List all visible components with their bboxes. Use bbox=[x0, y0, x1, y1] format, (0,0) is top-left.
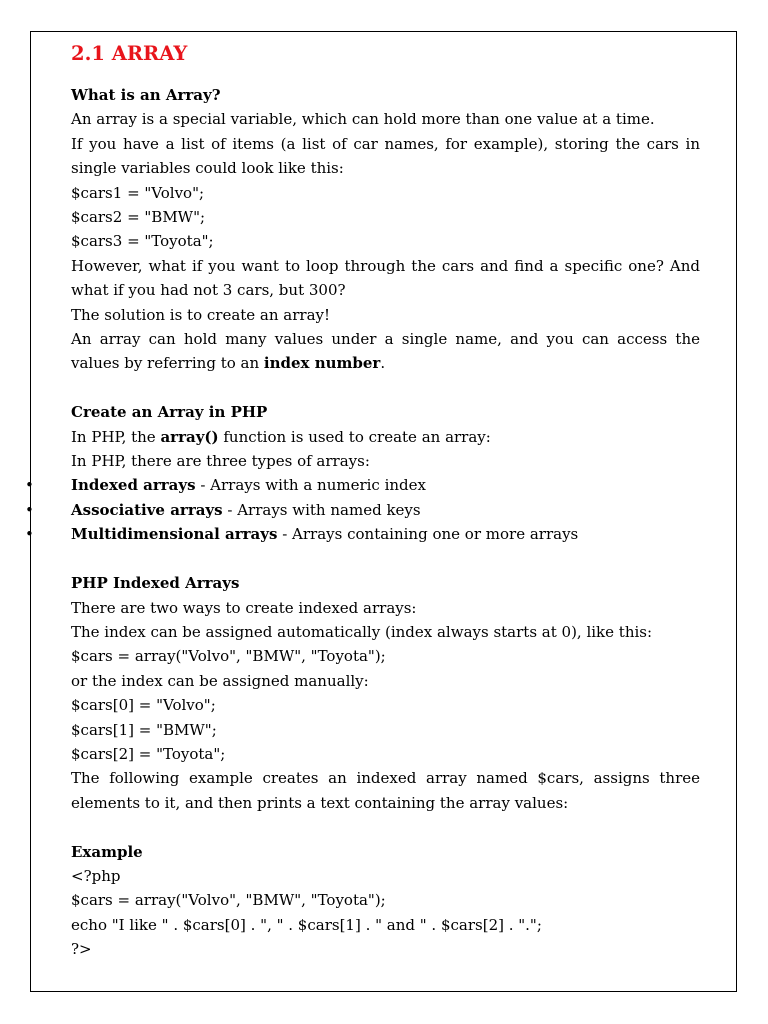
document-body bbox=[25, 40, 700, 962]
spacer bbox=[71, 376, 700, 400]
code-line: $cars = array("Volvo", "BMW", "Toyota"); bbox=[71, 647, 386, 666]
what-para3: However, what if you want to loop through the cars and find a specific one? And what if you had not 3 cars, but 300? bbox=[71, 256, 700, 300]
example-heading: Example bbox=[71, 842, 143, 861]
list-item bbox=[25, 522, 700, 546]
bullet-icon: • bbox=[25, 500, 34, 519]
create-heading: Create an Array in PHP bbox=[71, 403, 268, 422]
text-span: An array can hold many values under a single name, and you can access the values by referring to an bbox=[71, 330, 700, 373]
what-line1: An array is a special variable, which can hold more than one value at a time. bbox=[71, 110, 655, 129]
code-line: $cars[1] = "BMW"; bbox=[71, 720, 217, 739]
create-line1 bbox=[71, 425, 700, 449]
code-line: $cars2 = "BMW"; bbox=[71, 208, 206, 227]
what-para2: If you have a list of items (a list of car names, for example), storing the cars in single variables could look like this: bbox=[71, 134, 700, 178]
type-name: Indexed arrays bbox=[71, 476, 196, 495]
bullet-icon: • bbox=[25, 525, 34, 544]
code-line: $cars3 = "Toyota"; bbox=[71, 232, 214, 251]
indexed-para4: The following example creates an indexed array named $cars, assigns three elements to it, and then prints a text containing the array values: bbox=[71, 769, 700, 812]
type-desc: - Arrays with named keys bbox=[222, 500, 421, 519]
code-line: $cars[0] = "Volvo"; bbox=[71, 696, 216, 715]
what-para5 bbox=[71, 327, 700, 376]
type-desc: - Arrays with a numeric index bbox=[195, 476, 426, 495]
spacer bbox=[71, 547, 700, 571]
array-function-term: array() bbox=[160, 427, 219, 446]
what-line4: The solution is to create an array! bbox=[71, 305, 331, 324]
indexed-heading: PHP Indexed Arrays bbox=[71, 574, 240, 593]
index-number-term: index number bbox=[263, 354, 381, 373]
code-line: $cars1 = "Volvo"; bbox=[71, 183, 205, 202]
create-line2: In PHP, there are three types of arrays: bbox=[71, 452, 370, 471]
code-line: $cars[2] = "Toyota"; bbox=[71, 744, 226, 763]
type-name: Multidimensional arrays bbox=[71, 525, 278, 544]
indexed-line2: The index can be assigned automatically (index always starts at 0), like this: bbox=[71, 622, 653, 641]
section-title: 2.1 ARRAY bbox=[71, 42, 188, 65]
text-span: function is used to create an array: bbox=[218, 427, 491, 446]
what-heading: What is an Array? bbox=[71, 86, 221, 104]
code-line: ?> bbox=[71, 940, 92, 959]
spacer bbox=[71, 815, 700, 839]
indexed-line1: There are two ways to create indexed arrays: bbox=[71, 598, 417, 617]
code-line: echo "I like " . $cars[0] . ", " . $cars[1] . " and " . $cars[2] . "."; bbox=[71, 915, 542, 934]
list-item bbox=[25, 498, 700, 522]
array-types-list bbox=[25, 473, 700, 546]
indexed-line3: or the index can be assigned manually: bbox=[71, 671, 369, 690]
text-span: . bbox=[380, 354, 386, 373]
code-line: $cars = array("Volvo", "BMW", "Toyota"); bbox=[71, 891, 386, 910]
type-desc: - Arrays containing one or more arrays bbox=[277, 525, 579, 544]
bullet-icon: • bbox=[25, 476, 34, 495]
type-name: Associative arrays bbox=[71, 500, 223, 519]
text-span: In PHP, the bbox=[71, 427, 161, 446]
code-line: <?php bbox=[71, 866, 121, 885]
list-item bbox=[25, 473, 700, 497]
